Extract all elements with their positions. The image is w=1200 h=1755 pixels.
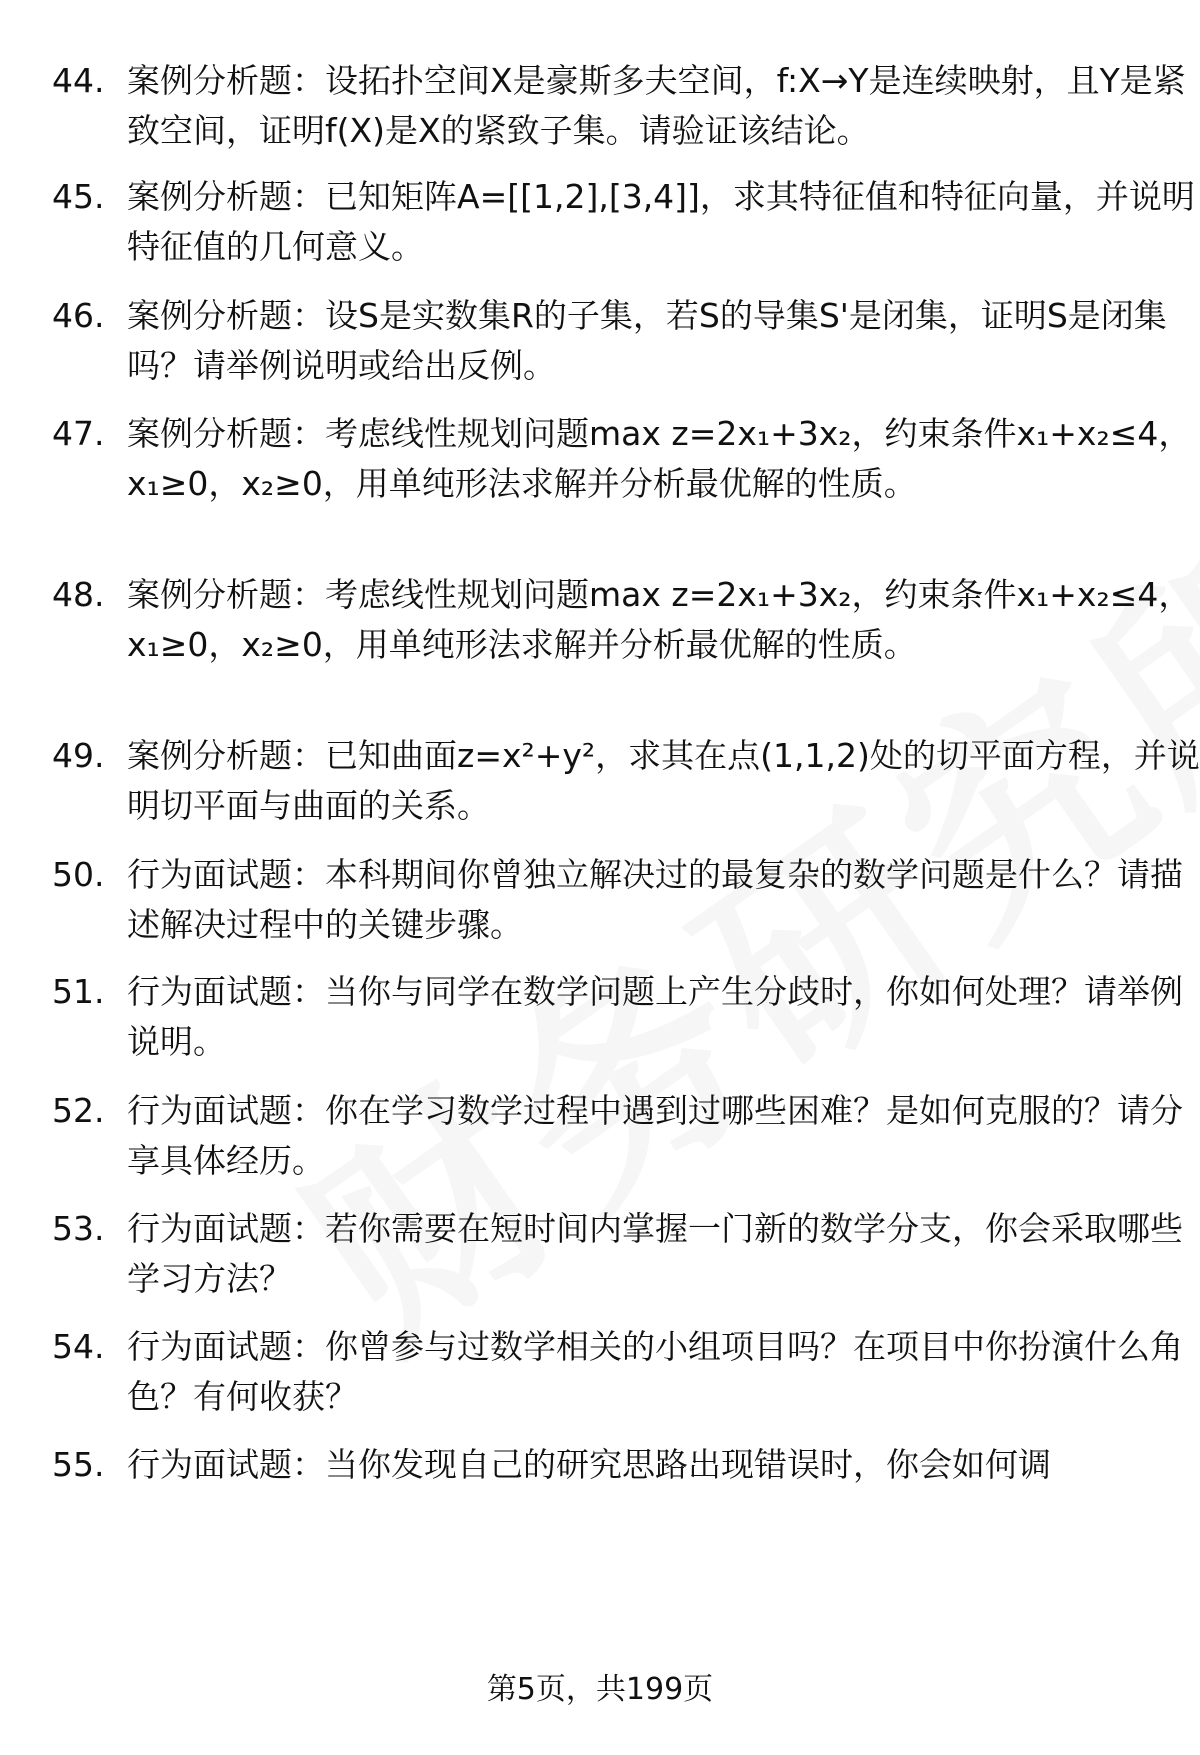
question-number: 50. (52, 855, 105, 894)
question-number: 54. (52, 1327, 105, 1366)
question-number: 47. (52, 414, 105, 453)
question-text: 案例分析题：已知矩阵A=[[1,2],[3,4]]，求其特征值和特征向量，并说明特征值的几何意义。 (127, 177, 1195, 266)
question-item (52, 1322, 1183, 1422)
question-number: 45. (52, 177, 105, 216)
question-number: 51. (52, 972, 105, 1011)
question-item (52, 1440, 1152, 1490)
question-item (52, 172, 1195, 272)
question-item (52, 1086, 1183, 1186)
question-text: 行为面试题：你在学习数学过程中遇到过哪些困难？是如何克服的？请分享具体经历。 (127, 1091, 1183, 1180)
question-text: 行为面试题：当你与同学在数学问题上产生分歧时，你如何处理？请举例说明。 (127, 972, 1183, 1061)
question-text: 案例分析题：考虑线性规划问题max z=2x₁+3x₂，约束条件x₁+x₂≤4，x₁≥0，x₂≥0，用单纯形法求解并分析最优解的性质。 (127, 575, 1192, 664)
page-footer: 第5页，共199页 (486, 1672, 714, 1707)
question-text: 行为面试题：本科期间你曾独立解决过的最复杂的数学问题是什么？请描述解决过程中的关键步骤。 (127, 855, 1183, 944)
question-number: 52. (52, 1091, 105, 1130)
question-item (52, 570, 1192, 670)
question-text: 行为面试题：你曾参与过数学相关的小组项目吗？在项目中你扮演什么角色？有何收获？ (127, 1327, 1183, 1416)
question-number: 53. (52, 1209, 105, 1248)
question-item (52, 291, 1167, 391)
question-text: 案例分析题：设S是实数集R的子集，若S的导集S'是闭集，证明S是闭集吗？请举例说明或给出反例。 (127, 296, 1167, 385)
question-item (52, 967, 1183, 1067)
question-text: 行为面试题：若你需要在短时间内掌握一门新的数学分支，你会采取哪些学习方法？ (127, 1209, 1183, 1298)
question-item (52, 409, 1192, 509)
question-text: 案例分析题：已知曲面z=x²+y²，求其在点(1,1,2)处的切平面方程，并说明切平面与曲面的关系。 (127, 736, 1200, 825)
question-number: 55. (52, 1445, 105, 1484)
question-text: 案例分析题：考虑线性规划问题max z=2x₁+3x₂，约束条件x₁+x₂≤4，x₁≥0，x₂≥0，用单纯形法求解并分析最优解的性质。 (127, 414, 1192, 503)
question-item (52, 1204, 1183, 1304)
question-number: 48. (52, 575, 105, 614)
question-number: 44. (52, 61, 105, 100)
question-item (52, 56, 1186, 156)
question-item (52, 731, 1200, 831)
question-text: 行为面试题：当你发现自己的研究思路出现错误时，你会如何调 (127, 1445, 1051, 1484)
question-text: 案例分析题：设拓扑空间X是豪斯多夫空间，f:X→Y是连续映射，且Y是紧致空间，证明f(X)是X的紧致子集。请验证该结论。 (127, 61, 1186, 150)
question-number: 46. (52, 296, 105, 335)
question-item (52, 850, 1183, 950)
question-number: 49. (52, 736, 105, 775)
